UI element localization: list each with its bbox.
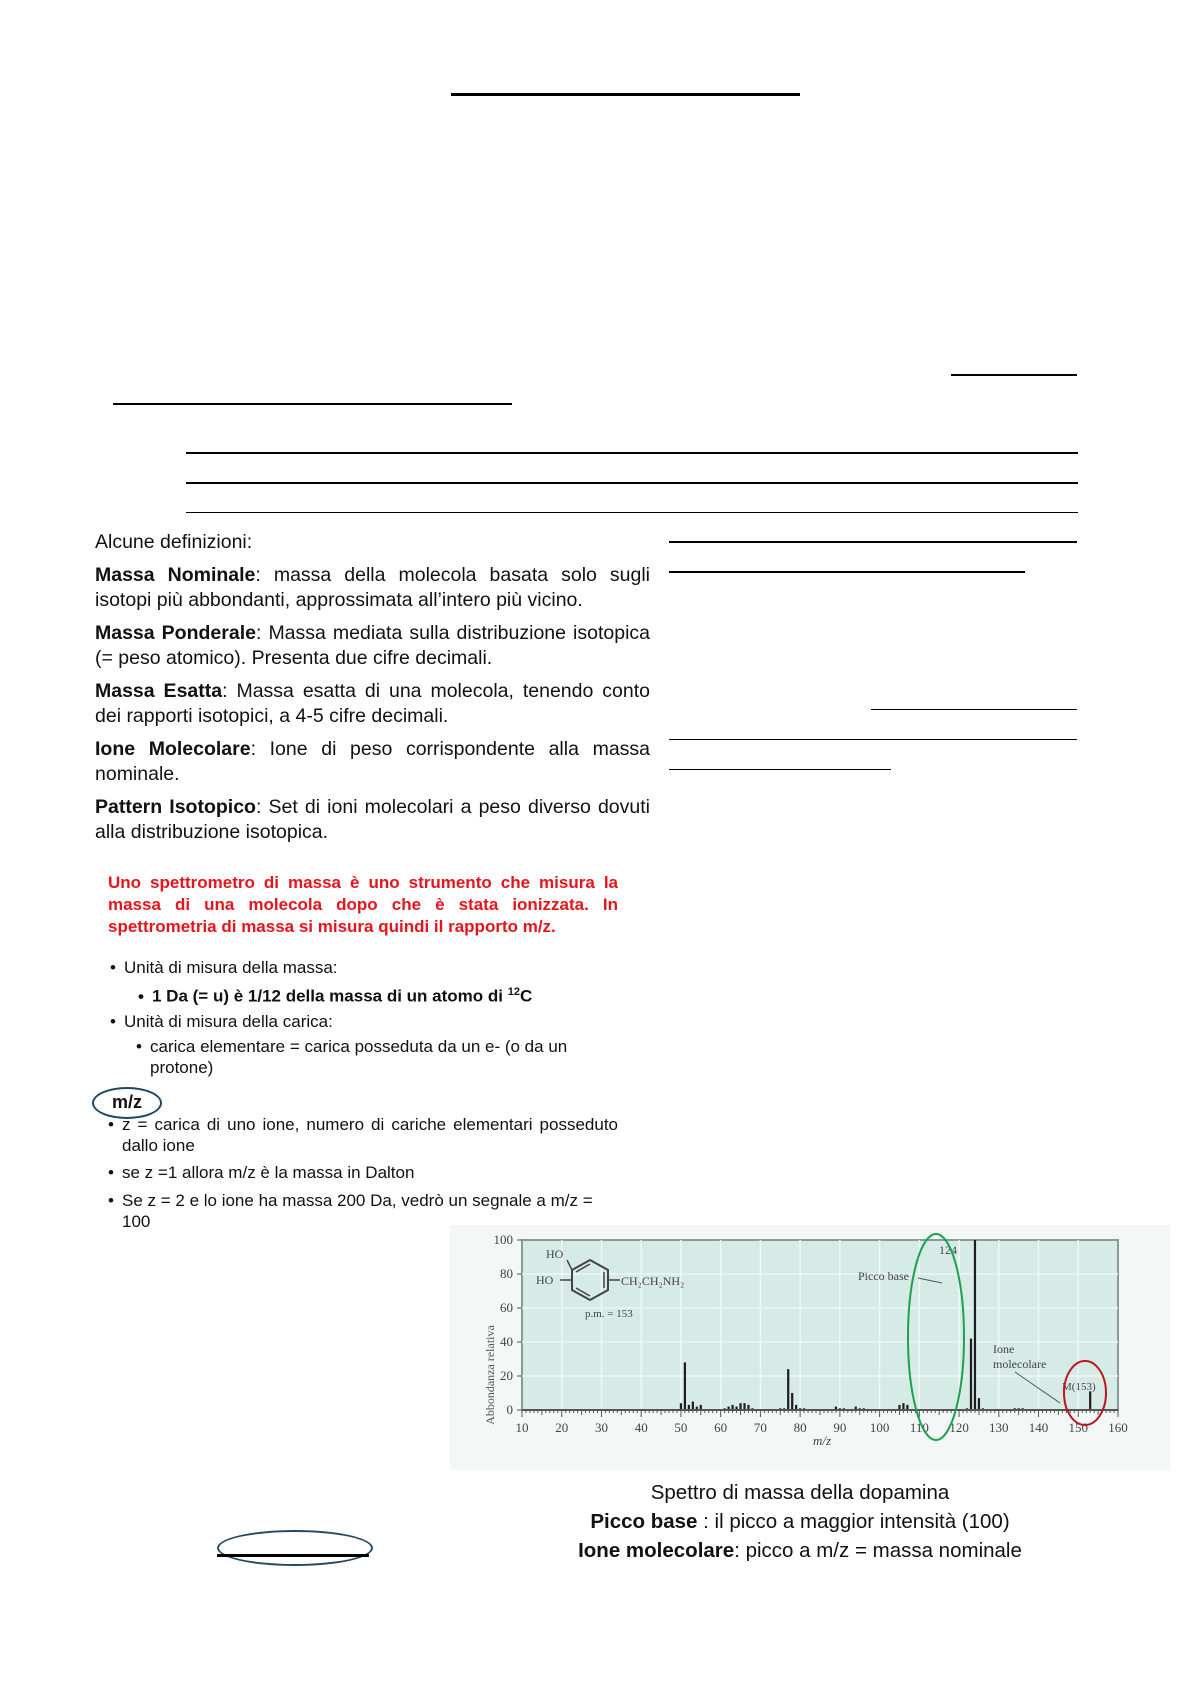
blank-line bbox=[217, 1554, 369, 1557]
charge-definition: • carica elementare = carica posseduta da un e- (o da un protone) bbox=[136, 1036, 618, 1078]
definition-term: Massa Esatta bbox=[95, 680, 223, 702]
definition-item bbox=[95, 621, 650, 671]
x-tick-label: 40 bbox=[634, 1420, 648, 1435]
blank-line bbox=[186, 512, 1078, 513]
blank-line bbox=[871, 709, 1077, 710]
x-tick-label: 30 bbox=[594, 1420, 608, 1435]
caption-molecular-ion-text: : picco a m/z = massa nominale bbox=[734, 1539, 1022, 1562]
mz-bullet: • se z =1 allora m/z è la massa in Dalton bbox=[108, 1163, 415, 1182]
blank-line bbox=[669, 769, 891, 770]
y-tick-label: 100 bbox=[493, 1232, 513, 1247]
blank-line bbox=[186, 482, 1078, 484]
y-axis-label: Abbondanza relativa bbox=[483, 1325, 497, 1425]
definition-text: : Ione di peso corrispondente alla massa nominale. bbox=[95, 738, 651, 785]
y-tick-label: 20 bbox=[500, 1368, 513, 1383]
definition-term: Massa Ponderale bbox=[95, 622, 256, 644]
mz-bullet: • Se z = 2 e lo ione ha massa 200 Da, vedrò un segnale a m/z = 100 bbox=[108, 1190, 618, 1232]
unit-charge-label: • Unità di misura della carica: bbox=[110, 1012, 333, 1031]
molecular-ion-mz-label: M(153) bbox=[1062, 1381, 1096, 1393]
inset-mw: p.m. = 153 bbox=[585, 1308, 633, 1320]
definition-text: : Massa mediata sulla distribuzione isotopica (= peso atomico). Presenta due cifre decimali. bbox=[95, 622, 651, 669]
dalton-definition-text: 1 Da (= u) è 1/12 della massa di un atomo di bbox=[152, 986, 508, 1006]
mz-badge: m/z bbox=[92, 1087, 162, 1119]
blank-line bbox=[113, 403, 512, 405]
x-tick-label: 70 bbox=[753, 1420, 767, 1435]
blank-line bbox=[669, 739, 1077, 740]
definition-item bbox=[95, 679, 650, 729]
definitions-block bbox=[95, 530, 650, 853]
caption-title: Spettro di massa della dopamina bbox=[650, 1481, 950, 1504]
x-tick-label: 20 bbox=[555, 1420, 569, 1435]
x-tick-label: 10 bbox=[515, 1420, 529, 1435]
definition-item bbox=[95, 737, 650, 787]
definition-text: : Massa esatta di una molecola, tenendo conto dei rapporti isotopici, a 4-5 cifre decimali. bbox=[95, 680, 650, 727]
x-tick-label: 150 bbox=[1068, 1420, 1089, 1435]
mz-bullet: • z = carica di uno ione, numero di cariche elementari posseduto dallo ione bbox=[108, 1115, 618, 1155]
definition-item bbox=[95, 563, 650, 613]
inset-ho-left: HO bbox=[536, 1273, 554, 1287]
blank-line bbox=[669, 541, 1077, 543]
unit-charge-label-text: Unità di misura della carica: bbox=[124, 1012, 333, 1031]
x-tick-label: 60 bbox=[714, 1420, 728, 1435]
x-tick-label: 120 bbox=[949, 1420, 969, 1435]
unit-mass-label-text: Unità di misura della massa: bbox=[124, 958, 338, 977]
definition-text: : massa della molecola basata solo sugli isotopi più abbondanti, approssimata all’intero più vicino. bbox=[95, 564, 650, 611]
caption-base-peak-term: Picco base bbox=[590, 1510, 698, 1533]
inset-chain: CH₂CH₂NH₂ bbox=[621, 1274, 685, 1288]
x-tick-label: 140 bbox=[1028, 1420, 1049, 1435]
x-tick-label: 160 bbox=[1108, 1420, 1128, 1435]
plot-area bbox=[522, 1240, 1118, 1410]
x-axis-label: m/z bbox=[812, 1433, 832, 1448]
base-peak-mz-label: 124 bbox=[939, 1243, 957, 1257]
isotope-superscript: 12 bbox=[507, 986, 520, 998]
empty-oval-annotation bbox=[217, 1530, 373, 1566]
x-tick-label: 50 bbox=[674, 1420, 688, 1435]
definitions-intro: Alcune definizioni: bbox=[95, 531, 253, 553]
definition-term: Ione Molecolare bbox=[95, 738, 251, 760]
mass-spectrum-chart bbox=[450, 1225, 1170, 1470]
title-rule bbox=[451, 93, 800, 96]
blank-line bbox=[669, 571, 1025, 573]
caption-base-peak-text: : il picco a maggior intensità (100) bbox=[697, 1510, 1010, 1533]
molecular-ion-label-line2: molecolare bbox=[993, 1357, 1047, 1371]
mz-bullet-text: z = carica di uno ione, numero di cariche elementari posseduto dallo ione bbox=[122, 1115, 618, 1155]
mass-spectrometer-definition: Uno spettrometro di massa è uno strumento che misura la massa di una molecola dopo che è stata ionizzata. In spettrometria di massa si misura quindi il rapporto m/z. bbox=[108, 873, 618, 936]
blank-line bbox=[186, 452, 1078, 454]
mz-bullet-text: se z =1 allora m/z è la massa in Dalton bbox=[122, 1163, 415, 1182]
mz-bullet-text: Se z = 2 e lo ione ha massa 200 Da, vedrò un segnale a m/z = 100 bbox=[122, 1191, 593, 1231]
x-tick-label: 90 bbox=[833, 1420, 847, 1435]
y-tick-label: 40 bbox=[500, 1334, 513, 1349]
y-tick-label: 60 bbox=[500, 1300, 513, 1315]
inset-ho-top: HO bbox=[546, 1247, 564, 1261]
x-tick-label: 110 bbox=[909, 1420, 929, 1435]
x-tick-label: 100 bbox=[869, 1420, 890, 1435]
caption-base-peak bbox=[540, 1507, 1060, 1536]
definition-term: Pattern Isotopico bbox=[95, 796, 256, 818]
x-tick-label: 130 bbox=[989, 1420, 1009, 1435]
charge-definition-text: carica elementare = carica posseduta da un e- (o da un protone) bbox=[150, 1037, 568, 1077]
spectrum-caption bbox=[540, 1478, 1060, 1565]
y-tick-label: 0 bbox=[506, 1402, 513, 1417]
unit-mass-label: • Unità di misura della massa: bbox=[110, 958, 338, 977]
y-tick-label: 80 bbox=[500, 1266, 513, 1281]
dalton-definition: • 1 Da (= u) è 1/12 della massa di un atomo di $^{12}$C bbox=[138, 986, 533, 1006]
caption-molecular-ion bbox=[540, 1536, 1060, 1565]
definition-term: Massa Nominale bbox=[95, 564, 256, 586]
caption-molecular-ion-term: Ione molecolare bbox=[578, 1539, 735, 1562]
molecular-ion-label-line1: Ione bbox=[993, 1342, 1015, 1356]
definition-item bbox=[95, 795, 650, 845]
definition-text: : Set di ioni molecolari a peso diverso dovuti alla distribuzione isotopica. bbox=[95, 796, 650, 843]
blank-line bbox=[951, 374, 1077, 376]
x-tick-label: 80 bbox=[793, 1420, 807, 1435]
carbon-symbol: C bbox=[519, 986, 533, 1006]
base-peak-label: Picco base bbox=[858, 1269, 909, 1283]
